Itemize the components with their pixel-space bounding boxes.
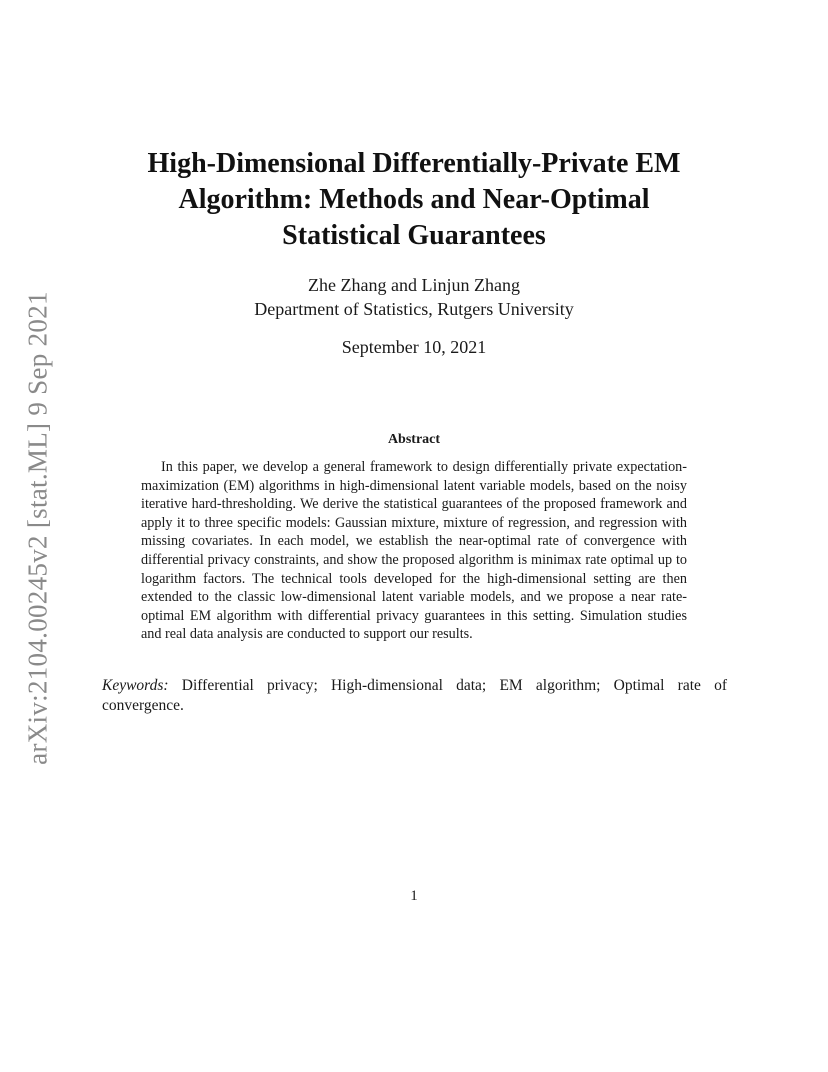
- keywords-line: [102, 676, 727, 716]
- keywords-text: Differential privacy; High-dimensional data; EM algorithm; Optimal rate of convergence.: [102, 677, 728, 714]
- keywords-label: Keywords:: [102, 677, 169, 694]
- abstract-heading: Abstract: [387, 432, 441, 447]
- author-block: [100, 273, 728, 321]
- title-line-2: Algorithm: Methods and Near-Optimal: [178, 184, 650, 215]
- paper-title: [100, 146, 728, 254]
- abstract-body: In this paper, we develop a general framework to design differentially private expectation-maximization (EM) algorithms in high-dimensional latent variable models, based on the noisy iterative hard-thresholding. We derive the statistical guarantees of the proposed framework and apply it to three specific models: Gaussian mixture, mixture of regression, and regression with missing covariates. In each model, we establish the near-optimal rate of convergence with differential privacy constraints, and show the proposed algorithm is minimax rate optimal up to logarithm factors. The technical tools developed for the high-dimensional setting are then extended to the classic low-dimensional latent variable models, and we propose a near rate-optimal EM algorithm with differential privacy guarantees in this setting. Simulation studies and real data analysis are conducted to support our results.: [141, 459, 687, 643]
- author-affiliation: Department of Statistics, Rutgers University: [254, 299, 574, 319]
- page-number: 1: [410, 888, 418, 904]
- author-names: Zhe Zhang and Linjun Zhang: [308, 275, 520, 295]
- title-line-1: High-Dimensional Differentially-Private EM: [147, 148, 681, 179]
- arxiv-identifier-stamp: arXiv:2104.00245v2 [stat.ML] 9 Sep 2021: [22, 291, 53, 765]
- paper-date: September 10, 2021: [341, 337, 487, 357]
- title-line-3: Statistical Guarantees: [282, 220, 546, 251]
